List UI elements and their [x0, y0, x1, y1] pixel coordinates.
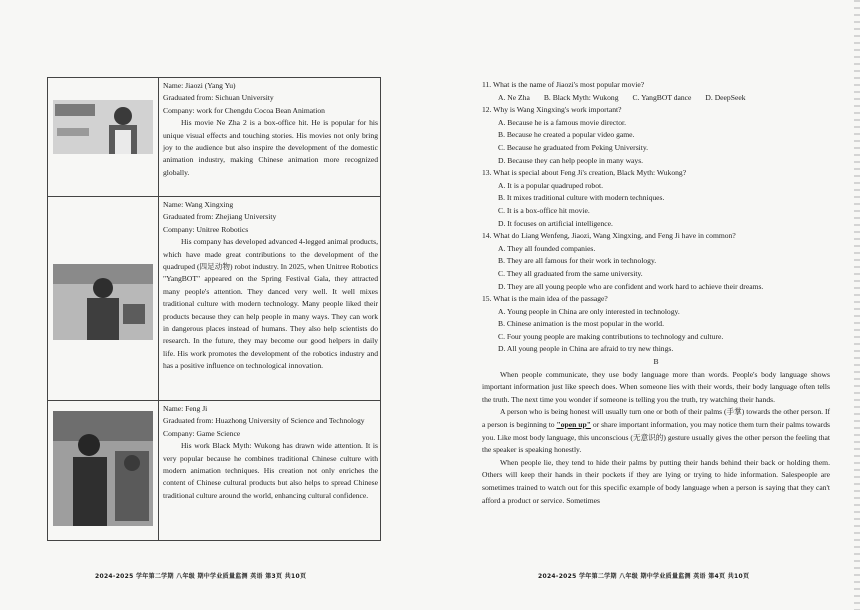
- photo-cell: [48, 78, 159, 197]
- highlighted-phrase: "open up": [556, 420, 591, 430]
- option: A. Young people in China are only interested in technology.: [498, 306, 680, 316]
- profile-row: [48, 197, 381, 401]
- option: A. They all founded companies.: [498, 243, 596, 253]
- option: C. They all graduated from the same university.: [498, 268, 643, 278]
- wang-xingxing-photo: [53, 264, 153, 340]
- right-page: [430, 0, 860, 610]
- photo-cell: [48, 401, 159, 541]
- profile-company: Company: work for Chengdu Cocoa Bean Animation: [163, 105, 325, 115]
- paragraph-text: or share important information, you may notice them turn their palms towards you. Like most body language, this unconscious (无意识的) gesture usually gives the other person the feeling that the speaker is speaking honestly.: [482, 420, 830, 455]
- profile-row: [48, 78, 381, 197]
- paragraph-text: A person who is being honest will usually turn one or both of their palms (手掌) towards the other person. If a person is beginning to: [482, 407, 830, 430]
- feng-ji-photo: [53, 411, 153, 526]
- passage-paragraph: [482, 406, 830, 456]
- option: B. It mixes traditional culture with modern techniques.: [498, 193, 665, 203]
- profile-body: His movie Ne Zha 2 is a box-office hit. He is popular for his unique visual effects and touching stories. His movies not only bring joy to the audience but also inspire the development of the domestic animation industry, making Chinese animation more recognized globally.: [163, 118, 378, 177]
- option: B. Chinese animation is the most popular in the world.: [498, 319, 664, 329]
- option: C. It is a box-office hit movie.: [498, 205, 590, 215]
- question-stem: 12. Why is Wang Xingxing's work important?: [482, 105, 622, 115]
- page-footer: 2024-2025 学年第二学期 八年级 期中学业质量监测 英语 第3页 共10页: [95, 573, 307, 580]
- questions-column: [482, 79, 830, 507]
- profile-name: Name: Wang Xingxing: [163, 200, 234, 209]
- profile-name: Name: Jiaozi (Yang Yu): [163, 81, 236, 90]
- profile-company: Company: Unitree Robotics: [163, 224, 249, 234]
- profile-school: Graduated from: Sichuan University: [163, 93, 274, 103]
- option: B. Because he created a popular video game.: [498, 130, 635, 140]
- option: C. YangBOT dance: [632, 92, 692, 102]
- profile-text: [159, 197, 381, 401]
- option: D. They are all young people who are confident and work hard to achieve their dreams.: [498, 281, 764, 291]
- portrait-image-icon: [53, 100, 153, 154]
- question-stem: 15. What is the main idea of the passage?: [482, 294, 608, 304]
- profile-body: His company has developed advanced 4-legged animal products, which have made great contributions to the development of the quadruped (四足动物) robot industry. In 2025, when Unitree Robotics "YangBOT" appeared on the Spring Festival Gala, they attracted many people's attention. They danced very well. It well mixes traditional culture with modern technology. Many people liked their products because they can help people in many ways. They can work in dangerous places instead of humans. They also help scientists do research. In the future, they may become our good helpers in daily life. His work promotes the development of the robotics industry and has a positive influence on technological innovation.: [163, 237, 378, 371]
- option: A. It is a popular quadruped robot.: [498, 180, 604, 190]
- passage-paragraph: When people lie, they tend to hide their palms by putting their hands behind their back or holding them. Others will keep their hands in their pockets if they are lying or trying to hide information. Salespeople are sometimes trained to watch out for this specific example of body language when a person is saying that they can't afford a product or service. Sometimes: [482, 457, 830, 505]
- profile-row: [48, 401, 381, 541]
- profiles-table: [47, 77, 381, 541]
- option: D. Because they can help people in many ways.: [498, 155, 644, 165]
- profile-name: Name: Feng Ji: [163, 404, 208, 413]
- profile-text: [159, 401, 381, 541]
- profile-school: Graduated from: Zhejiang University: [163, 212, 277, 222]
- option: D. It focuses on artificial intelligence.: [498, 218, 613, 228]
- option: C. Four young people are making contributions to technology and culture.: [498, 331, 724, 341]
- option: D. All young people in China are afraid to try new things.: [498, 344, 674, 354]
- passage-paragraph: When people communicate, they use body language more than words. People's body language shows important information just like speech does. When someone lies with their words, their body language often tells the truth. The next time you wonder if someone is telling you the truth, try watching their hands.: [482, 369, 830, 404]
- option: D. DeepSeek: [705, 92, 746, 102]
- question-stem: 14. What do Liang Wenfeng, Jiaozi, Wang Xingxing, and Feng Ji have in common?: [482, 231, 736, 241]
- option: B. They are all famous for their work in technology.: [498, 256, 657, 266]
- profile-body: His work Black Myth: Wukong has drawn wide attention. It is very popular because he combines traditional Chinese culture with modern animation techniques. His creation not only enriches the content of Chinese cultural products but also helps to spread Chinese traditional culture around the world, enhancing cultural confidence.: [163, 441, 378, 500]
- option: C. Because he graduated from Peking University.: [498, 142, 649, 152]
- option: B. Black Myth: Wukong: [543, 92, 619, 102]
- section-letter: B: [653, 357, 659, 367]
- scan-edge-marks: [854, 0, 860, 610]
- photo-cell: [48, 197, 159, 401]
- profile-school: Graduated from: Huazhong University of Science and Technology: [163, 416, 365, 426]
- portrait-image-icon: [53, 411, 153, 526]
- portrait-image-icon: [53, 264, 153, 340]
- page-footer: 2024-2025 学年第二学期 八年级 期中学业质量监测 英语 第4页 共10页: [538, 573, 750, 580]
- question-stem: 11. What is the name of Jiaozi's most popular movie?: [482, 80, 645, 89]
- jiaozi-photo: [53, 100, 153, 154]
- profile-company: Company: Game Science: [163, 428, 241, 438]
- question-stem: 13. What is special about Feng Ji's creation, Black Myth: Wukong?: [482, 168, 687, 178]
- option: A. Ne Zha: [498, 92, 530, 102]
- inline-options: [498, 92, 830, 105]
- option: A. Because he is a famous movie director.: [498, 117, 626, 127]
- profile-text: [159, 78, 381, 197]
